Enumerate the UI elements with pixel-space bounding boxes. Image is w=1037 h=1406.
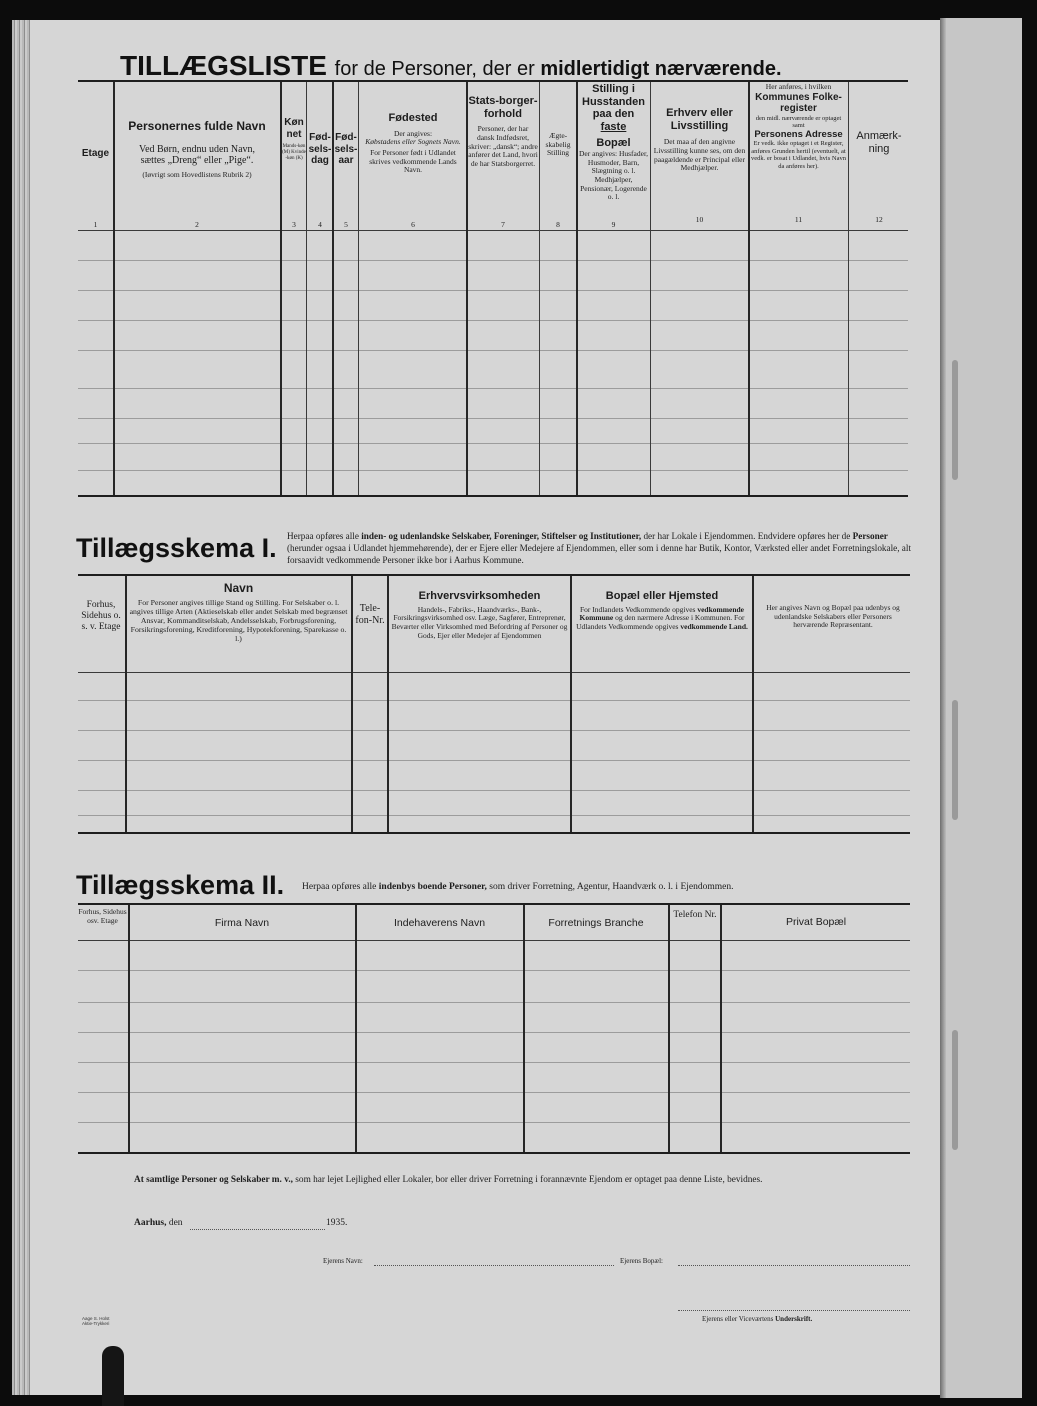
signature-label-pre: Ejerens eller Viceværtens — [702, 1315, 776, 1323]
col-gender-header — [282, 117, 306, 161]
col-birthplace-note1: Der angives: — [393, 128, 433, 138]
skema2-col-address: Privat Bopæl — [785, 916, 847, 928]
place-label: Aarhus, — [134, 1218, 167, 1228]
col-number: 6 — [411, 220, 415, 229]
skema1-col-residence-label: Bopæl eller Hjemsted — [605, 590, 719, 602]
col-name-note: (Iøvrigt som Hovedlistens Rubrik 2) — [142, 169, 252, 179]
col-number: 4 — [318, 220, 322, 229]
skema2-col-floor: Forhus, Sidehus osv. Etage — [78, 907, 127, 925]
year-label: 1935. — [326, 1218, 348, 1228]
skema1-intro — [287, 530, 912, 566]
form-title — [120, 50, 782, 82]
date-field[interactable] — [190, 1229, 325, 1230]
skema1-intro-rest: (herunder ogsaa i Udlandet hjemmehørende), der er Ejere eller Medejere af Ejendommen, eller som i denne har Butik, Kontor, Værksted eller andet Forretningslokale, alt forsaavidt vedkommende Personer ikke bor i Aarhus Kommune. — [287, 543, 911, 566]
skema1-col-residence — [573, 590, 751, 632]
skema1-intro-mid: der har Lokale i Ejendommen. Endvidere opføres her de — [641, 531, 853, 541]
col-number: 5 — [344, 220, 348, 229]
col-household-label3: Bopæl — [596, 136, 631, 149]
col-number: 9 — [611, 220, 616, 229]
binding-clip — [102, 1346, 124, 1406]
col-birthplace-note2: Købstadens eller Sognets Navn. — [365, 137, 461, 147]
declaration-text — [134, 1175, 914, 1185]
col-register-header — [750, 83, 847, 170]
col-register-note3: Er vedk. ikke optaget i et Register, anføres Grunden hertil (eventuelt, at vedk. er bosat i Udlandet, hvis Navn da anføres her). — [751, 140, 846, 170]
page-edge-mark — [952, 360, 958, 480]
date-line — [134, 1218, 183, 1228]
col-register-label1: Kommunes Folke-register — [755, 91, 842, 115]
skema2-col-firm: Firma Navn — [214, 917, 270, 929]
skema2-col-phone: Telefon Nr. — [673, 910, 717, 920]
signature-label — [702, 1315, 812, 1323]
col-name-header — [116, 120, 278, 179]
skema1-col-representative: Her angives Navn og Bopæl paa udenbys og udenlandske Selskabers eller Personers herværende Repræsentant. — [766, 603, 900, 630]
col-household-label2: faste — [600, 120, 627, 133]
col-register-note2: den midl. nærværende er optaget samt — [755, 114, 842, 130]
owner-name-field[interactable] — [374, 1265, 614, 1266]
col-register-note1: Her anføres, i hvilken — [765, 82, 832, 91]
skema1-col-name-note: For Personer angives tillige Stand og Stilling. For Selskaber o. l. angives tillige Arten (Aktieselskab eller andet Selskab med begrænset Ansvar, Kommanditselskab, Andelsselskab, Forbrugsforening, Forsikringsforening, Kreditforening, Hypotekforening, Sparekasse o. l.) — [129, 597, 348, 643]
skema1-title: Tillægsskema I. — [76, 533, 277, 563]
col-gender-note: Mands-køn (M) Kvinde-køn (K) — [282, 144, 306, 161]
col-number: 12 — [875, 215, 883, 224]
col-marital-header: Ægte-skabelig Stilling — [545, 131, 571, 158]
col-number: 1 — [93, 220, 98, 229]
skema2-title: Tillægsskema II. — [76, 870, 285, 900]
skema1-intro-bold1: inden- og udenlandske Selskaber, Foreninger, Stiftelser og Institutioner, — [361, 531, 642, 541]
skema1-col-floor: Forhus, Sidehus o. s. v. Etage — [81, 600, 121, 632]
skema1-residence-note2: og den nærmere Adresse i Kommunen. For Udlandets Vedkommende opgives — [576, 613, 745, 631]
signature-field[interactable] — [678, 1310, 910, 1311]
col-gender-label: Kønnet — [284, 117, 304, 140]
skema1-col-name-label: Navn — [223, 581, 254, 595]
col-etage-header: Etage — [81, 148, 110, 159]
col-birthyear-header: Fød-sels-aar — [334, 132, 358, 166]
col-birthday-header: Fød-sels-dag — [308, 132, 332, 166]
title-rest-bold: midlertidigt nærværende. — [540, 58, 782, 80]
col-birthplace-header — [362, 112, 464, 175]
col-birthplace-label: Fødested — [388, 112, 438, 124]
col-register-label2: Personens Adresse — [754, 128, 843, 140]
skema1-col-phone: Tele-fon-Nr. — [355, 603, 385, 626]
page-edge-mark — [952, 1030, 958, 1150]
den-label: den — [168, 1218, 183, 1228]
skema1-col-business-note: Handels-, Fabriks-, Haandværks-, Bank-, Forsikringsvirksomhed osv. Læge, Sagfører, Entreprenør, Beværter eller Virksomhed med Befordring af Personer og Gods, Ejer eller Medejer af Ejendommen — [391, 604, 568, 640]
col-household-header — [578, 83, 649, 202]
skema2-col-owner: Indehaverens Navn — [393, 917, 486, 929]
printer-mark: Aage S. Holst Aktie-Trykkeri — [82, 1316, 110, 1326]
form-page — [30, 20, 940, 1395]
col-citizenship-note: Personer, der har dansk Indfødsret, skriver: „dansk“; andre anfører det Land, hvori de har Statsborgerret. — [468, 124, 538, 168]
skema1-residence-bold1: vedkommende Kommune — [579, 604, 745, 623]
col-occupation-header — [652, 107, 747, 173]
declaration-bold: At samtlige Personer og Selskaber m. v., — [134, 1175, 293, 1185]
col-number: 3 — [292, 220, 296, 229]
col-citizenship-header — [468, 95, 538, 168]
col-citizenship-label: Stats-borger-forhold — [468, 95, 538, 120]
col-household-note: Der angives: Husfader, Husmoder, Barn, Slægtning o. l. Medhjælper, Pensionær, Logerende o. l. — [578, 149, 649, 202]
skema2-intro-bold: indenbys boende Personer, — [378, 882, 487, 892]
skema1-intro-bold2: Personer — [852, 531, 888, 541]
col-occupation-note: Det maa af den angivne Livsstilling kunne ses, om den paagældende er Principal eller Medhjælper. — [653, 137, 746, 173]
signature-label-bold: Underskrift. — [775, 1315, 813, 1323]
skema2-intro-rest: som driver Forretning, Agentur, Haandværk o. l. i Ejendommen. — [486, 882, 734, 892]
col-remark-header: Anmærk-ning — [856, 130, 902, 155]
skema2-col-branch: Forretnings Branche — [548, 917, 644, 929]
skema1-intro-pre: Herpaa opføres alle — [287, 531, 362, 541]
col-name-line1: Ved Børn, endnu uden Navn, — [138, 143, 256, 155]
declaration-rest: som har lejet Lejlighed eller Lokaler, bor eller driver Forretning i forannævnte Ejendom er optaget paa denne Liste, bevidnes. — [292, 1175, 763, 1185]
title-main: TILLÆGSLISTE — [120, 50, 327, 81]
col-number: 11 — [794, 215, 803, 224]
col-number: 2 — [195, 220, 199, 229]
skema2-intro-pre: Herpaa opføres alle — [302, 882, 379, 892]
skema1-residence-bold2: vedkommende Land. — [680, 621, 748, 631]
skema1-residence-note1: For Indlandets Vedkommende opgives — [579, 604, 696, 614]
col-number: 8 — [556, 220, 560, 229]
skema2-intro — [302, 882, 912, 892]
col-birthplace-note3: For Personer født i Udlandet skrives vedkommende Lands Navn. — [369, 147, 457, 175]
skema1-col-business — [390, 590, 569, 640]
owner-address-label: Ejerens Bopæl: — [620, 1257, 663, 1265]
col-occupation-label: Erhverv eller Livsstilling — [666, 107, 733, 132]
col-name-label: Personernes fulde Navn — [128, 119, 266, 133]
skema1-col-name — [128, 582, 349, 644]
title-rest: for de Personer, der er — [334, 58, 541, 80]
owner-address-field[interactable] — [678, 1265, 910, 1266]
col-number: 10 — [695, 215, 704, 224]
owner-name-label: Ejerens Navn: — [323, 1257, 363, 1265]
col-name-line2: sættes „Dreng“ eller „Pige“. — [140, 155, 254, 167]
page-edge-mark — [952, 700, 958, 820]
col-number: 7 — [501, 220, 505, 229]
col-household-label1: Stilling i Husstanden paa den — [582, 83, 645, 121]
skema1-col-business-label: Erhvervsvirksomheden — [418, 590, 541, 602]
book-spine — [12, 20, 30, 1395]
